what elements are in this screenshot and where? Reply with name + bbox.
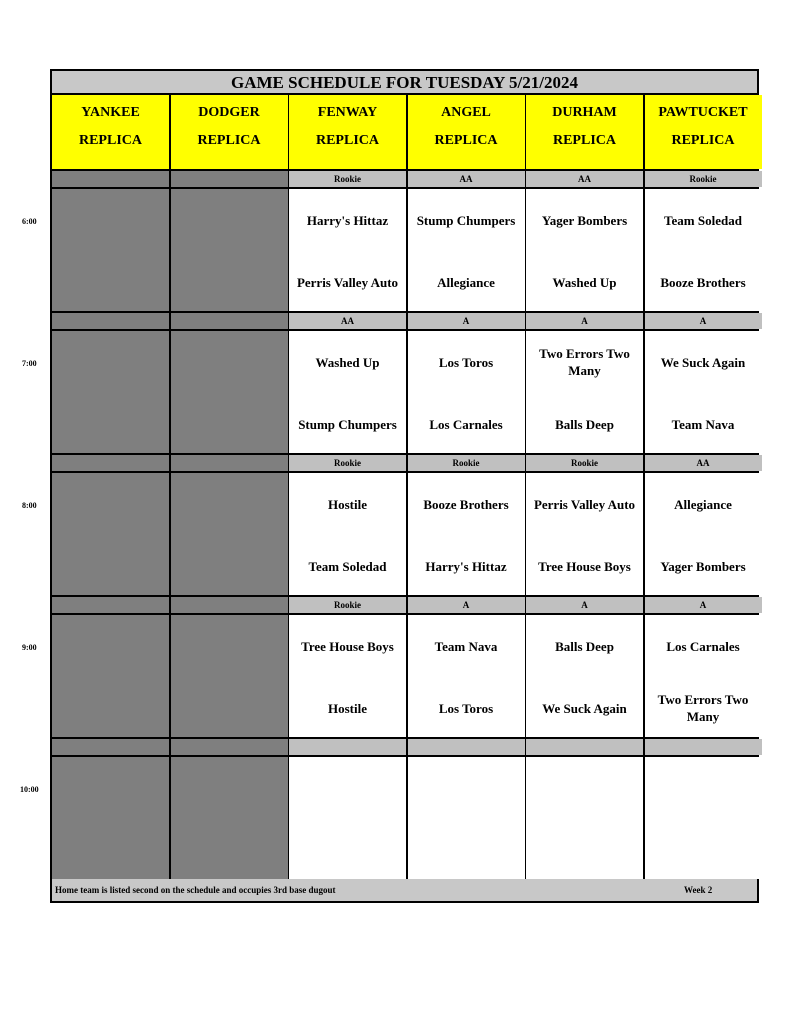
time-label: 8:00 <box>22 501 37 510</box>
field-subtitle: REPLICA <box>78 133 142 148</box>
division-label: Rookie <box>526 455 643 471</box>
division-label <box>52 739 169 755</box>
away-team <box>647 768 760 808</box>
field-header <box>408 95 525 169</box>
division-label <box>408 739 525 755</box>
game-cell <box>645 757 762 879</box>
division-label: A <box>408 597 525 613</box>
division-label <box>171 313 288 329</box>
field-column-fenway <box>289 95 406 877</box>
field-subtitle: REPLICA <box>315 133 379 148</box>
division-label: Rookie <box>289 597 406 613</box>
field-column-dodger <box>171 95 288 877</box>
game-cell <box>52 189 169 311</box>
time-column <box>0 0 50 1024</box>
game-cell <box>171 757 288 879</box>
division-label: AA <box>408 171 525 187</box>
field-name: FENWAY <box>317 105 378 120</box>
time-label: 9:00 <box>22 643 37 652</box>
away-team: Hostile <box>328 496 367 512</box>
away-team: Perris Valley Auto <box>533 496 636 512</box>
home-team <box>173 688 286 728</box>
game-cell <box>526 331 643 453</box>
game-cell <box>526 615 643 737</box>
home-team: Los Toros <box>438 700 494 716</box>
game-cell <box>289 331 406 453</box>
division-label <box>289 739 406 755</box>
home-team <box>173 546 286 586</box>
division-label: AA <box>645 455 762 471</box>
away-team: Los Carnales <box>666 638 740 654</box>
game-cell <box>289 615 406 737</box>
game-cell <box>52 757 169 879</box>
home-team: Tree House Boys <box>538 558 631 574</box>
week-label: Week 2 <box>684 885 713 895</box>
division-label: A <box>526 313 643 329</box>
division-label: A <box>645 313 762 329</box>
division-label <box>171 739 288 755</box>
game-cell <box>289 757 406 879</box>
game-cell <box>408 757 525 879</box>
field-name: ANGEL <box>441 105 491 120</box>
away-team: Team Soledad <box>664 212 742 228</box>
time-label: 10:00 <box>20 785 39 794</box>
game-cell <box>408 473 525 595</box>
away-team <box>528 768 641 808</box>
division-label: Rookie <box>645 171 762 187</box>
home-team: Two Errors Two Many <box>657 692 749 724</box>
away-team: We Suck Again <box>660 354 746 370</box>
schedule-footer <box>52 879 757 901</box>
game-cell <box>52 331 169 453</box>
home-team: Yager Bombers <box>660 558 746 574</box>
field-name: PAWTUCKET <box>658 105 748 120</box>
division-label <box>526 739 643 755</box>
home-team: Washed Up <box>552 274 617 290</box>
home-team <box>173 262 286 302</box>
division-label <box>645 739 762 755</box>
home-team <box>54 262 167 302</box>
field-name: YANKEE <box>81 105 140 120</box>
home-team <box>54 546 167 586</box>
game-cell <box>408 189 525 311</box>
away-team <box>54 342 167 382</box>
home-team <box>54 688 167 728</box>
division-label: A <box>408 313 525 329</box>
division-label: Rookie <box>408 455 525 471</box>
home-team <box>54 830 167 870</box>
game-cell <box>408 331 525 453</box>
game-cell <box>52 473 169 595</box>
field-name: DODGER <box>198 105 260 120</box>
away-team: Washed Up <box>315 354 380 370</box>
home-team <box>528 830 641 870</box>
division-label: Rookie <box>289 171 406 187</box>
field-name: DURHAM <box>552 105 617 120</box>
home-team: Booze Brothers <box>660 274 746 290</box>
home-team <box>291 830 404 870</box>
home-team: We Suck Again <box>542 700 627 716</box>
division-label: AA <box>289 313 406 329</box>
division-label <box>171 597 288 613</box>
division-label <box>52 171 169 187</box>
division-label: A <box>526 597 643 613</box>
away-team <box>54 768 167 808</box>
home-team <box>173 830 286 870</box>
home-team: Perris Valley Auto <box>296 274 399 290</box>
home-team: Team Nava <box>671 416 735 432</box>
field-header <box>171 95 288 169</box>
away-team: Team Nava <box>434 638 498 654</box>
division-label: A <box>645 597 762 613</box>
game-cell <box>645 331 762 453</box>
time-label: 6:00 <box>22 217 37 226</box>
home-team: Team Soledad <box>308 558 387 574</box>
away-team: Tree House Boys <box>301 638 394 654</box>
away-team: Booze Brothers <box>423 496 509 512</box>
schedule-title: GAME SCHEDULE FOR TUESDAY 5/21/2024 <box>52 71 757 95</box>
away-team <box>291 768 404 808</box>
away-team <box>173 342 286 382</box>
away-team <box>54 626 167 666</box>
time-label: 7:00 <box>22 359 37 368</box>
field-column-durham <box>526 95 643 877</box>
footer-note: Home team is listed second on the schedule and occupies 3rd base dugout <box>55 885 336 895</box>
away-team <box>54 484 167 524</box>
field-column-angel <box>408 95 525 877</box>
home-team: Harry's Hittaz <box>425 558 507 574</box>
away-team: Yager Bombers <box>541 212 628 228</box>
game-cell <box>171 189 288 311</box>
field-header <box>645 95 762 169</box>
field-subtitle: REPLICA <box>552 133 616 148</box>
division-label <box>52 313 169 329</box>
away-team <box>173 200 286 240</box>
division-label: AA <box>526 171 643 187</box>
away-team <box>173 484 286 524</box>
game-cell <box>171 615 288 737</box>
away-team <box>54 200 167 240</box>
home-team <box>647 830 760 870</box>
division-label: Rookie <box>289 455 406 471</box>
home-team: Balls Deep <box>555 416 614 432</box>
field-header <box>289 95 406 169</box>
home-team: Los Carnales <box>429 416 503 432</box>
field-subtitle: REPLICA <box>197 133 261 148</box>
field-subtitle: REPLICA <box>434 133 498 148</box>
away-team: Balls Deep <box>555 638 614 654</box>
home-team <box>410 830 523 870</box>
field-subtitle: REPLICA <box>671 133 735 148</box>
away-team: Two Errors Two Many <box>539 346 630 378</box>
home-team: Stump Chumpers <box>298 416 397 432</box>
game-cell <box>645 615 762 737</box>
division-label <box>171 455 288 471</box>
home-team: Allegiance <box>437 274 495 290</box>
division-label <box>171 171 288 187</box>
game-cell <box>289 189 406 311</box>
game-cell <box>526 189 643 311</box>
division-label <box>52 597 169 613</box>
away-team: Stump Chumpers <box>416 212 516 228</box>
field-header <box>526 95 643 169</box>
game-cell <box>289 473 406 595</box>
game-cell <box>645 473 762 595</box>
division-label <box>52 455 169 471</box>
home-team: Hostile <box>328 700 367 716</box>
away-team: Allegiance <box>674 496 732 512</box>
field-column-yankee <box>52 95 169 877</box>
home-team <box>54 404 167 444</box>
field-header <box>52 95 169 169</box>
game-cell <box>645 189 762 311</box>
home-team <box>173 404 286 444</box>
away-team <box>173 626 286 666</box>
game-cell <box>52 615 169 737</box>
game-cell <box>171 331 288 453</box>
away-team: Los Toros <box>438 354 494 370</box>
game-cell <box>171 473 288 595</box>
away-team: Harry's Hittaz <box>306 212 389 228</box>
game-cell <box>408 615 525 737</box>
game-cell <box>526 757 643 879</box>
away-team <box>173 768 286 808</box>
away-team <box>410 768 523 808</box>
field-column-pawtucket <box>645 95 762 877</box>
schedule-table <box>50 69 759 903</box>
game-cell <box>526 473 643 595</box>
